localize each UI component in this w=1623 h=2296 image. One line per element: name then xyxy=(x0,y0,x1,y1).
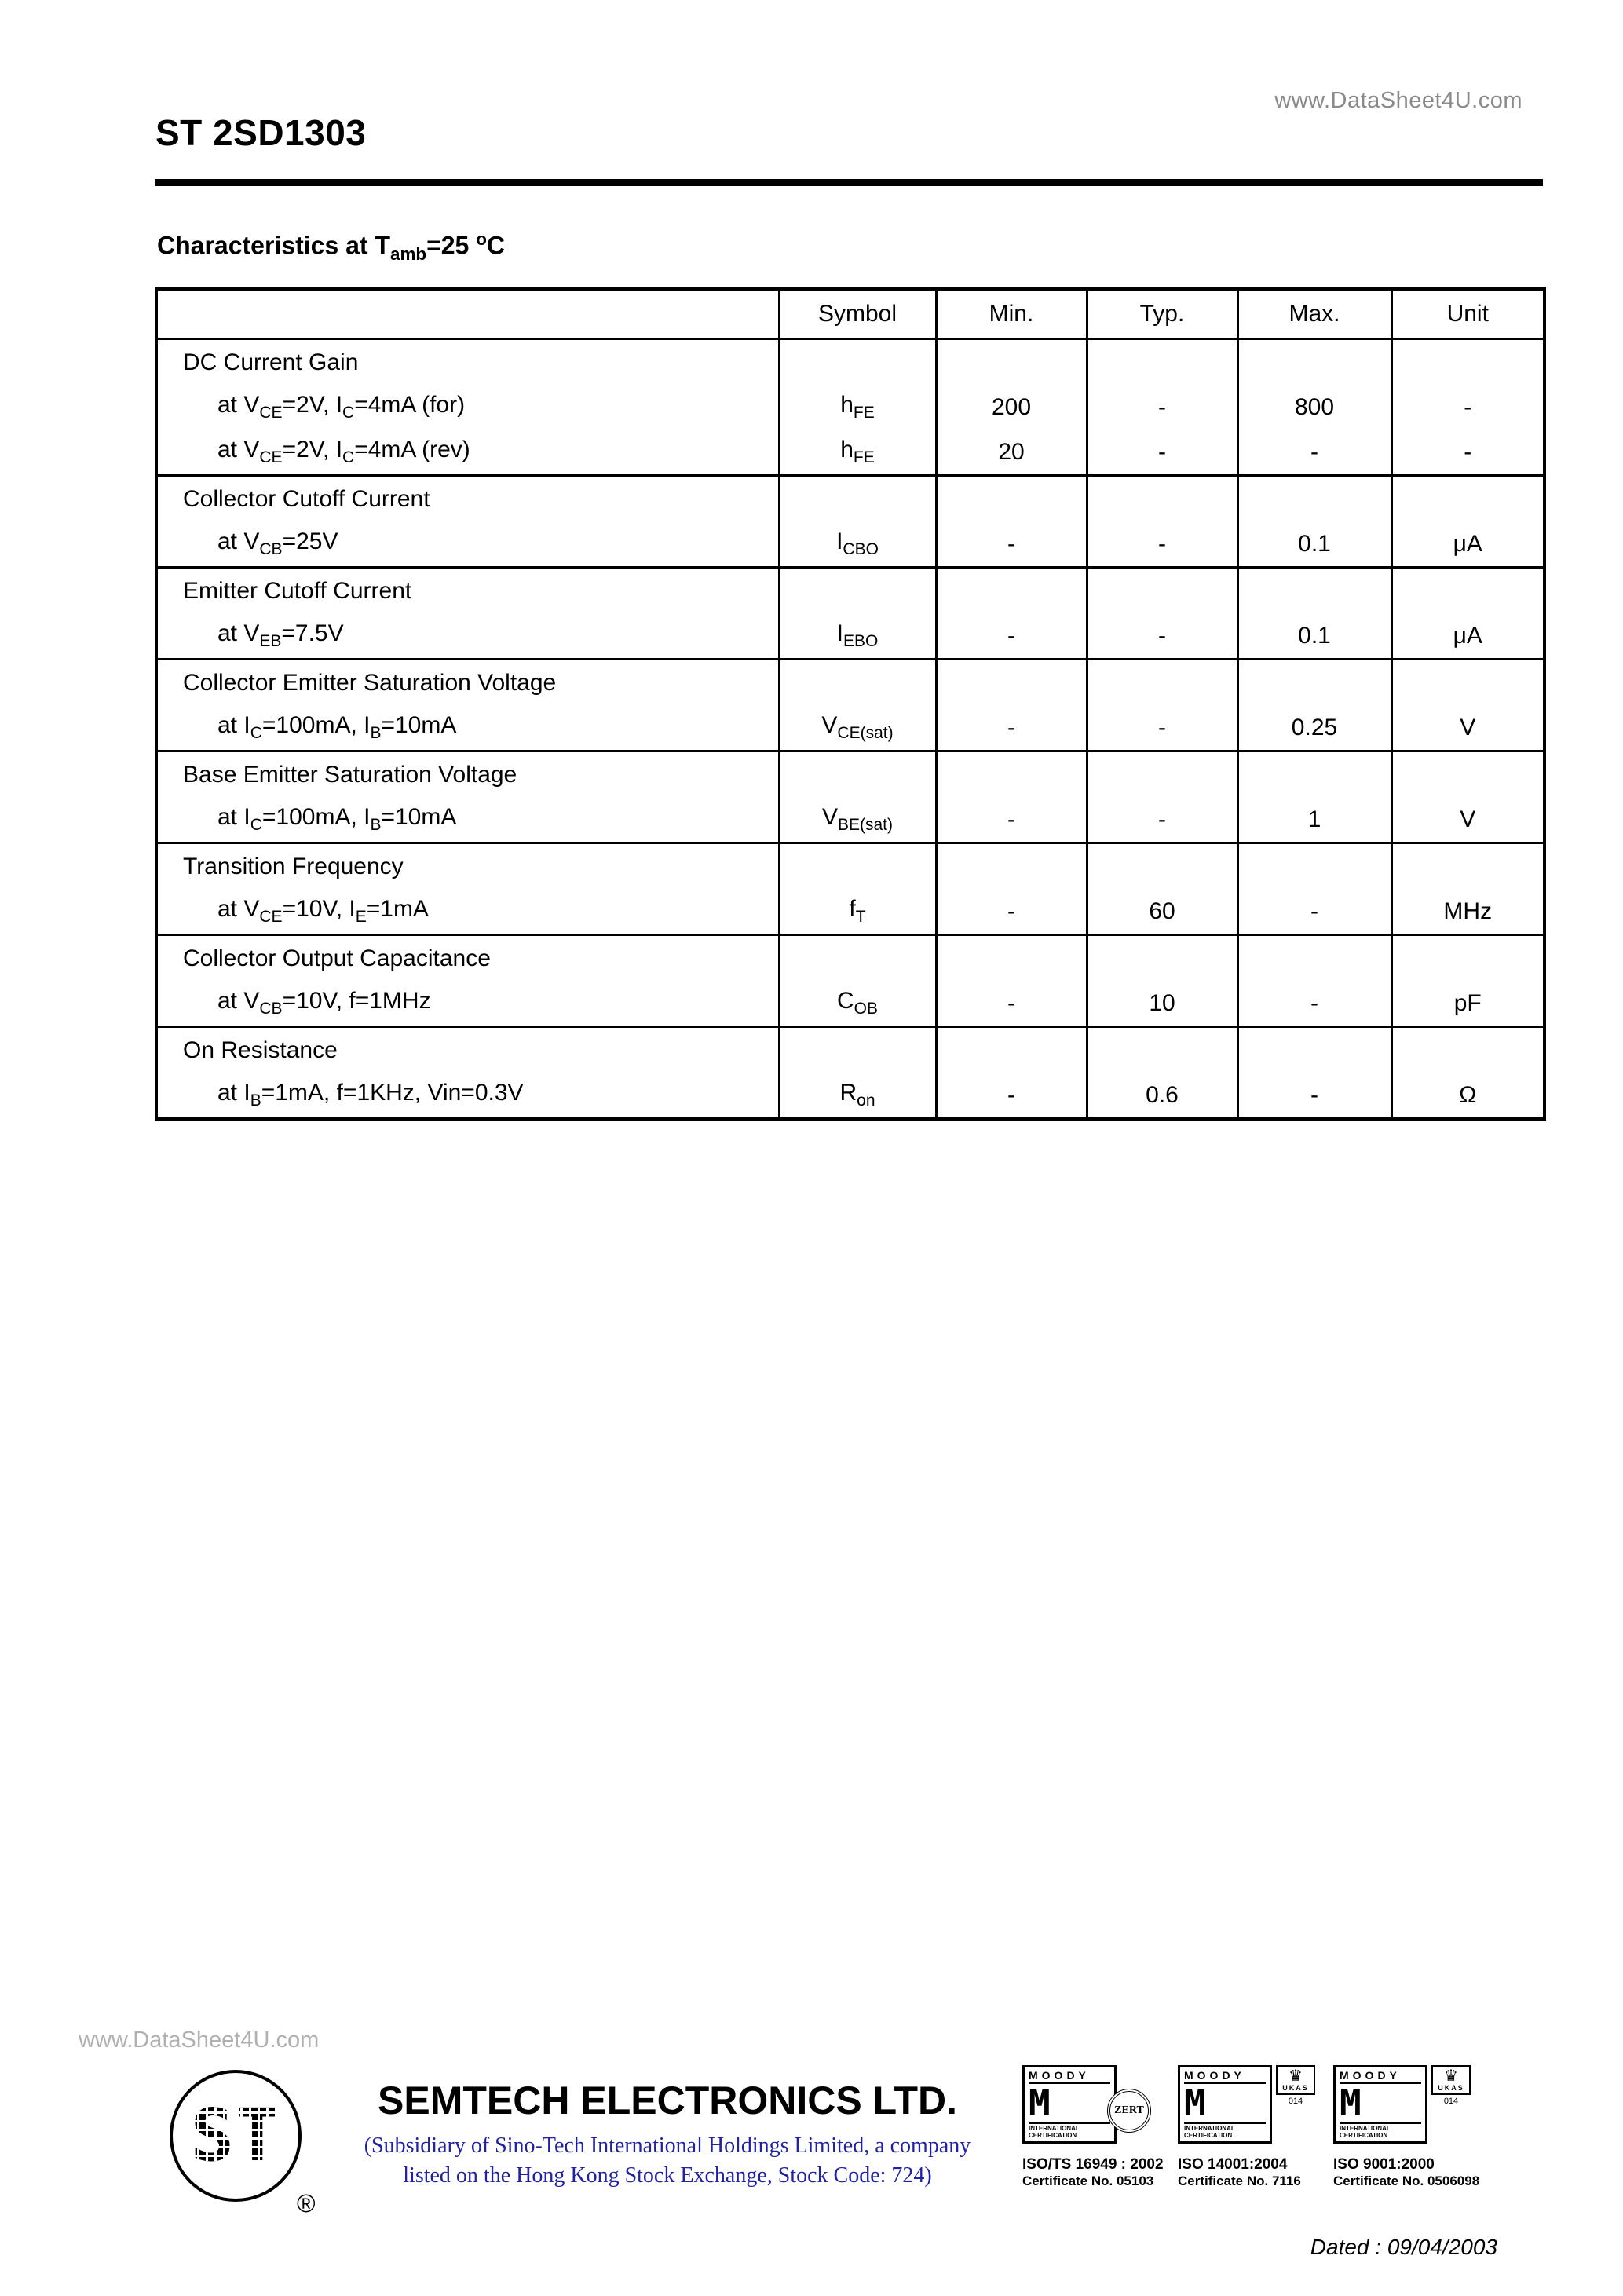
empty-cell xyxy=(936,935,1087,982)
max-cell: - xyxy=(1237,889,1391,935)
typ-cell: - xyxy=(1087,430,1237,476)
table-group xyxy=(156,751,1544,843)
typ-cell: - xyxy=(1087,385,1237,430)
certification-block xyxy=(1022,2065,1165,2189)
table-header xyxy=(156,289,1544,339)
ukas-emblem xyxy=(1431,2065,1471,2106)
table-group xyxy=(156,843,1544,935)
column-header xyxy=(156,289,779,339)
empty-cell xyxy=(1087,660,1237,706)
moody-m-icon: M xyxy=(1029,2081,1051,2124)
empty-cell xyxy=(1391,339,1544,386)
column-header: Max. xyxy=(1237,289,1391,339)
semtech-logo xyxy=(170,2070,302,2202)
symbol-cell: $f_T$ xyxy=(779,889,936,935)
ukas-box xyxy=(1431,2065,1471,2095)
max-cell: - xyxy=(1237,981,1391,1027)
max-cell: 1 xyxy=(1237,797,1391,843)
group-label: Base Emitter Saturation Voltage xyxy=(183,761,517,788)
empty-cell xyxy=(1237,935,1391,982)
certifications xyxy=(1022,2065,1480,2189)
group-label: Collector Cutoff Current xyxy=(183,485,430,512)
symbol-cell: $R_{on}$ xyxy=(779,1073,936,1119)
unit-cell: Ω xyxy=(1391,1073,1544,1119)
symbol-cell: $h_{FE}$ xyxy=(779,385,936,430)
empty-cell xyxy=(1087,476,1237,522)
unit-cell: V xyxy=(1391,705,1544,751)
table-row xyxy=(156,797,1544,843)
cert-standard: ISO/TS 16949 : 2002 xyxy=(1022,2156,1164,2173)
typ-cell: - xyxy=(1087,705,1237,751)
ukas-box xyxy=(1276,2065,1315,2095)
max-cell: - xyxy=(1237,430,1391,476)
characteristics-table xyxy=(155,287,1546,1121)
min-cell: - xyxy=(936,797,1087,843)
empty-cell xyxy=(1391,568,1544,614)
unit-cell: - xyxy=(1391,430,1544,476)
certification-block xyxy=(1178,2065,1321,2189)
empty-cell xyxy=(936,476,1087,522)
group-label-row xyxy=(156,339,1544,386)
condition-cell: at $V_{CE}=10V$, $I_E=1mA$ xyxy=(217,896,429,926)
symbol-cell: $V_{BE(sat)}$ xyxy=(779,797,936,843)
badge-brand-label: MOODY xyxy=(1029,2069,1110,2084)
moody-badge xyxy=(1022,2065,1165,2153)
empty-cell xyxy=(1087,568,1237,614)
empty-cell xyxy=(936,1027,1087,1073)
group-label: Emitter Cutoff Current xyxy=(183,577,412,604)
table-group xyxy=(156,660,1544,751)
max-cell: 0.25 xyxy=(1237,705,1391,751)
certification-block xyxy=(1333,2065,1480,2189)
empty-cell xyxy=(936,568,1087,614)
max-cell: 800 xyxy=(1237,385,1391,430)
group-label-row xyxy=(156,843,1544,890)
min-cell: - xyxy=(936,889,1087,935)
empty-cell xyxy=(1391,476,1544,522)
badge-subtitle: INTERNATIONAL CERTIFICATION xyxy=(1340,2122,1421,2140)
empty-cell xyxy=(1237,568,1391,614)
condition-cell: at $I_C=100mA$, $I_B=10mA$ xyxy=(217,804,457,834)
empty-cell xyxy=(936,339,1087,386)
symbol-cell: $I_{EBO}$ xyxy=(779,613,936,660)
empty-cell xyxy=(1087,843,1237,890)
crown-icon: ♛ xyxy=(1444,2067,1458,2085)
empty-cell xyxy=(1391,843,1544,890)
empty-cell xyxy=(1087,935,1237,982)
table-row xyxy=(156,521,1544,568)
typ-cell: - xyxy=(1087,613,1237,660)
empty-cell xyxy=(1237,660,1391,706)
table-row xyxy=(156,1073,1544,1119)
cert-number: Certificate No. 05103 xyxy=(1022,2174,1154,2188)
typ-cell: - xyxy=(1087,521,1237,568)
badge-subtitle: INTERNATIONAL CERTIFICATION xyxy=(1029,2122,1110,2140)
table-group xyxy=(156,1027,1544,1120)
group-label: Transition Frequency xyxy=(183,853,404,879)
typ-cell: 10 xyxy=(1087,981,1237,1027)
watermark-bottom: www.DataSheet4U.com xyxy=(79,2027,320,2053)
condition-cell: at $V_{CB}=10V$, f=1MHz xyxy=(217,988,431,1018)
cert-number: Certificate No. 0506098 xyxy=(1333,2174,1480,2188)
moody-badge xyxy=(1178,2065,1321,2153)
page-title: ST 2SD1303 xyxy=(155,112,367,153)
typ-cell: 0.6 xyxy=(1087,1073,1237,1119)
empty-cell xyxy=(936,751,1087,798)
symbol-cell: $C_{OB}$ xyxy=(779,981,936,1027)
dated-label: Dated : 09/04/2003 xyxy=(1310,2235,1497,2259)
group-label: Collector Emitter Saturation Voltage xyxy=(183,669,557,696)
empty-cell xyxy=(779,476,936,522)
table-row xyxy=(156,981,1544,1027)
empty-cell xyxy=(1391,935,1544,982)
moody-m-icon: M xyxy=(1340,2081,1362,2124)
unit-cell: pF xyxy=(1391,981,1544,1027)
group-label-row xyxy=(156,568,1544,614)
typ-cell: 60 xyxy=(1087,889,1237,935)
table-row xyxy=(156,705,1544,751)
empty-cell xyxy=(1087,1027,1237,1073)
empty-cell xyxy=(1087,751,1237,798)
condition-cell: at $V_{CE}=2V$, $I_C=4mA$ (rev) xyxy=(217,437,470,466)
empty-cell xyxy=(1087,339,1237,386)
table-group xyxy=(156,568,1544,660)
moody-badge-body xyxy=(1333,2065,1427,2144)
badge-subtitle: INTERNATIONAL CERTIFICATION xyxy=(1184,2122,1266,2140)
empty-cell xyxy=(936,660,1087,706)
st-logo-text: ST xyxy=(190,2093,281,2177)
cert-standard: ISO 14001:2004 xyxy=(1178,2156,1288,2173)
typ-cell: - xyxy=(1087,797,1237,843)
title-rule xyxy=(155,179,1543,186)
empty-cell xyxy=(779,1027,936,1073)
group-label-row xyxy=(156,476,1544,522)
moody-badge-body xyxy=(1178,2065,1272,2144)
badge-brand-label: MOODY xyxy=(1184,2069,1266,2084)
min-cell: - xyxy=(936,1073,1087,1119)
table-row xyxy=(156,613,1544,660)
min-cell: - xyxy=(936,981,1087,1027)
max-cell: 0.1 xyxy=(1237,613,1391,660)
company-block xyxy=(330,2078,1005,2191)
empty-cell xyxy=(1391,660,1544,706)
subsidiary-line-2: listed on the Hong Kong Stock Exchange, Stock Code: 724) xyxy=(403,2163,932,2188)
table-row xyxy=(156,385,1544,430)
max-cell: - xyxy=(1237,1073,1391,1119)
condition-cell: at $I_C=100mA$, $I_B=10mA$ xyxy=(217,712,457,742)
table-group xyxy=(156,935,1544,1027)
empty-cell xyxy=(1237,751,1391,798)
condition-cell: at $V_{CB}=25V$ xyxy=(217,528,338,558)
empty-cell xyxy=(779,843,936,890)
min-cell: 20 xyxy=(936,430,1087,476)
empty-cell xyxy=(1237,843,1391,890)
empty-cell xyxy=(1237,1027,1391,1073)
empty-cell xyxy=(1391,1027,1544,1073)
table-row xyxy=(156,430,1544,476)
unit-cell: MHz xyxy=(1391,889,1544,935)
table-group xyxy=(156,339,1544,476)
cert-standard: ISO 9001:2000 xyxy=(1333,2156,1435,2173)
group-label: Collector Output Capacitance xyxy=(183,945,491,971)
group-label: DC Current Gain xyxy=(183,349,359,375)
section-heading: Characteristics at $T_{amb}=25$ $^o$C xyxy=(157,229,506,265)
ukas-emblem xyxy=(1276,2065,1315,2106)
unit-cell: V xyxy=(1391,797,1544,843)
subsidiary-note xyxy=(330,2131,1005,2191)
ukas-code: 014 xyxy=(1443,2097,1459,2106)
empty-cell xyxy=(1391,751,1544,798)
zert-emblem: ZERT xyxy=(1107,2089,1151,2133)
symbol-cell: $V_{CE(sat)}$ xyxy=(779,705,936,751)
group-label-row xyxy=(156,1027,1544,1073)
column-header: Typ. xyxy=(1087,289,1237,339)
condition-cell: at $I_B=1mA$, f=1KHz, Vin=0.3V xyxy=(217,1080,524,1110)
min-cell: - xyxy=(936,705,1087,751)
empty-cell xyxy=(779,339,936,386)
badge-brand-label: MOODY xyxy=(1340,2069,1421,2084)
crown-icon: ♛ xyxy=(1289,2067,1303,2085)
cert-number: Certificate No. 7116 xyxy=(1178,2174,1301,2188)
min-cell: - xyxy=(936,613,1087,660)
empty-cell xyxy=(936,843,1087,890)
unit-cell: μA xyxy=(1391,613,1544,660)
column-header: Unit xyxy=(1391,289,1544,339)
empty-cell xyxy=(779,660,936,706)
table-group xyxy=(156,476,1544,568)
symbol-cell: $I_{CBO}$ xyxy=(779,521,936,568)
empty-cell xyxy=(1237,476,1391,522)
condition-cell: at $V_{EB}=7.5V$ xyxy=(217,620,344,650)
moody-badge xyxy=(1333,2065,1476,2153)
min-cell: 200 xyxy=(936,385,1087,430)
group-label-row xyxy=(156,751,1544,798)
group-label-row xyxy=(156,935,1544,982)
empty-cell xyxy=(779,568,936,614)
min-cell: - xyxy=(936,521,1087,568)
moody-m-icon: M xyxy=(1184,2081,1206,2124)
header-row xyxy=(156,289,1544,339)
group-label: On Resistance xyxy=(183,1036,338,1063)
company-name: SEMTECH ELECTRONICS LTD. xyxy=(378,2078,957,2122)
ukas-code: 014 xyxy=(1288,2097,1303,2106)
max-cell: 0.1 xyxy=(1237,521,1391,568)
empty-cell xyxy=(779,751,936,798)
column-header: Symbol xyxy=(779,289,936,339)
watermark-top: www.DataSheet4U.com xyxy=(1274,88,1522,113)
empty-cell xyxy=(1237,339,1391,386)
ukas-label: UKAS xyxy=(1282,2084,1309,2092)
condition-cell: at $V_{CE}=2V$, $I_C=4mA$ (for) xyxy=(217,392,466,422)
unit-cell: - xyxy=(1391,385,1544,430)
group-label-row xyxy=(156,660,1544,706)
ukas-label: UKAS xyxy=(1438,2084,1464,2092)
column-header: Min. xyxy=(936,289,1087,339)
registered-trademark-icon: ® xyxy=(297,2189,316,2217)
unit-cell: μA xyxy=(1391,521,1544,568)
table-row xyxy=(156,889,1544,935)
symbol-cell: $h_{FE}$ xyxy=(779,430,936,476)
empty-cell xyxy=(779,935,936,982)
moody-badge-body xyxy=(1022,2065,1117,2144)
subsidiary-line-1: (Subsidiary of Sino-Tech International Holdings Limited, a company xyxy=(364,2133,971,2158)
